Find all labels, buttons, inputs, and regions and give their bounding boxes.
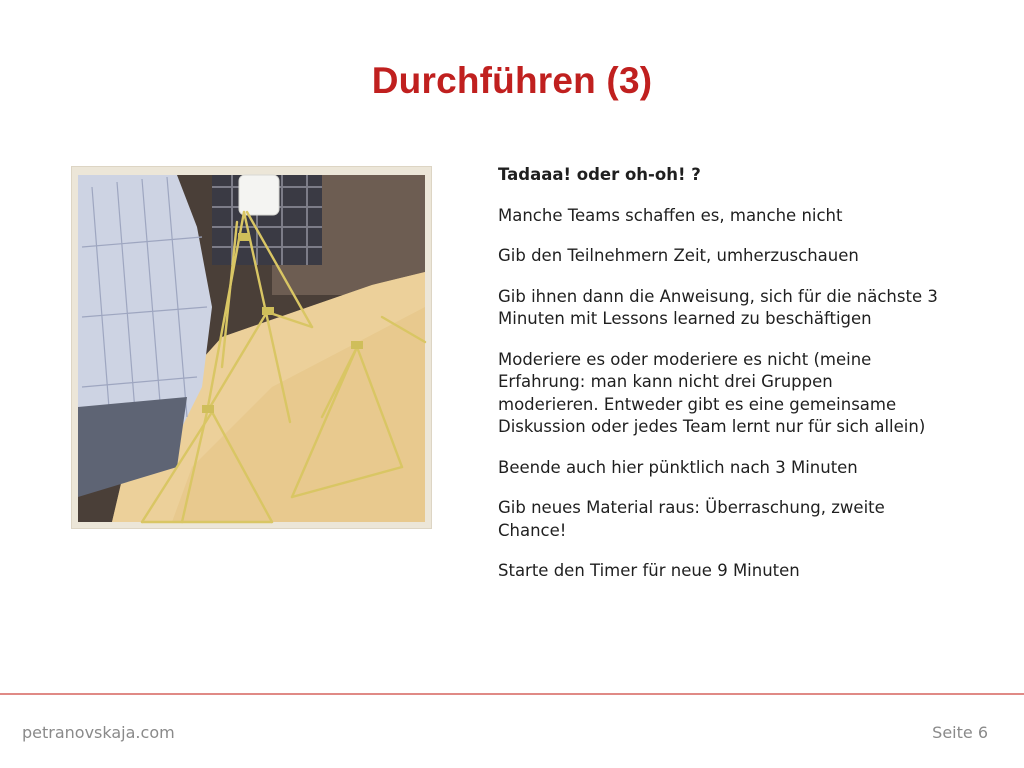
slide-title: Durchführen (3): [371, 60, 653, 101]
body-heading: Tadaaa! oder oh-oh! ?: [498, 165, 701, 184]
body-paragraph: Gib ihnen dann die Anweisung, sich für die nächste 3 Minuten mit Lessons learned zu beschäftigen: [498, 286, 938, 328]
footer-page-number: Seite 6: [932, 723, 988, 742]
footer-website: petranovskaja.com: [22, 723, 175, 742]
body-paragraph: Gib den Teilnehmern Zeit, umherzuschauen: [498, 246, 859, 265]
spaghetti-tower-photo: [72, 167, 431, 528]
body-paragraph: Gib neues Material raus: Überraschung, zweite Chance!: [498, 498, 885, 540]
body-paragraph: Starte den Timer für neue 9 Minuten: [498, 561, 800, 580]
body-paragraph: Moderiere es oder moderiere es nicht (meine Erfahrung: man kann nicht drei Gruppen moderieren. Entweder gibt es eine gemeinsame Diskussion oder jedes Team lernt nur für sich allein): [498, 349, 926, 436]
body-paragraph: Manche Teams schaffen es, manche nicht: [498, 205, 843, 225]
slide-body: [498, 164, 938, 601]
footer-divider: [0, 693, 1024, 695]
body-paragraph: Beende auch hier pünktlich nach 3 Minuten: [498, 457, 858, 477]
